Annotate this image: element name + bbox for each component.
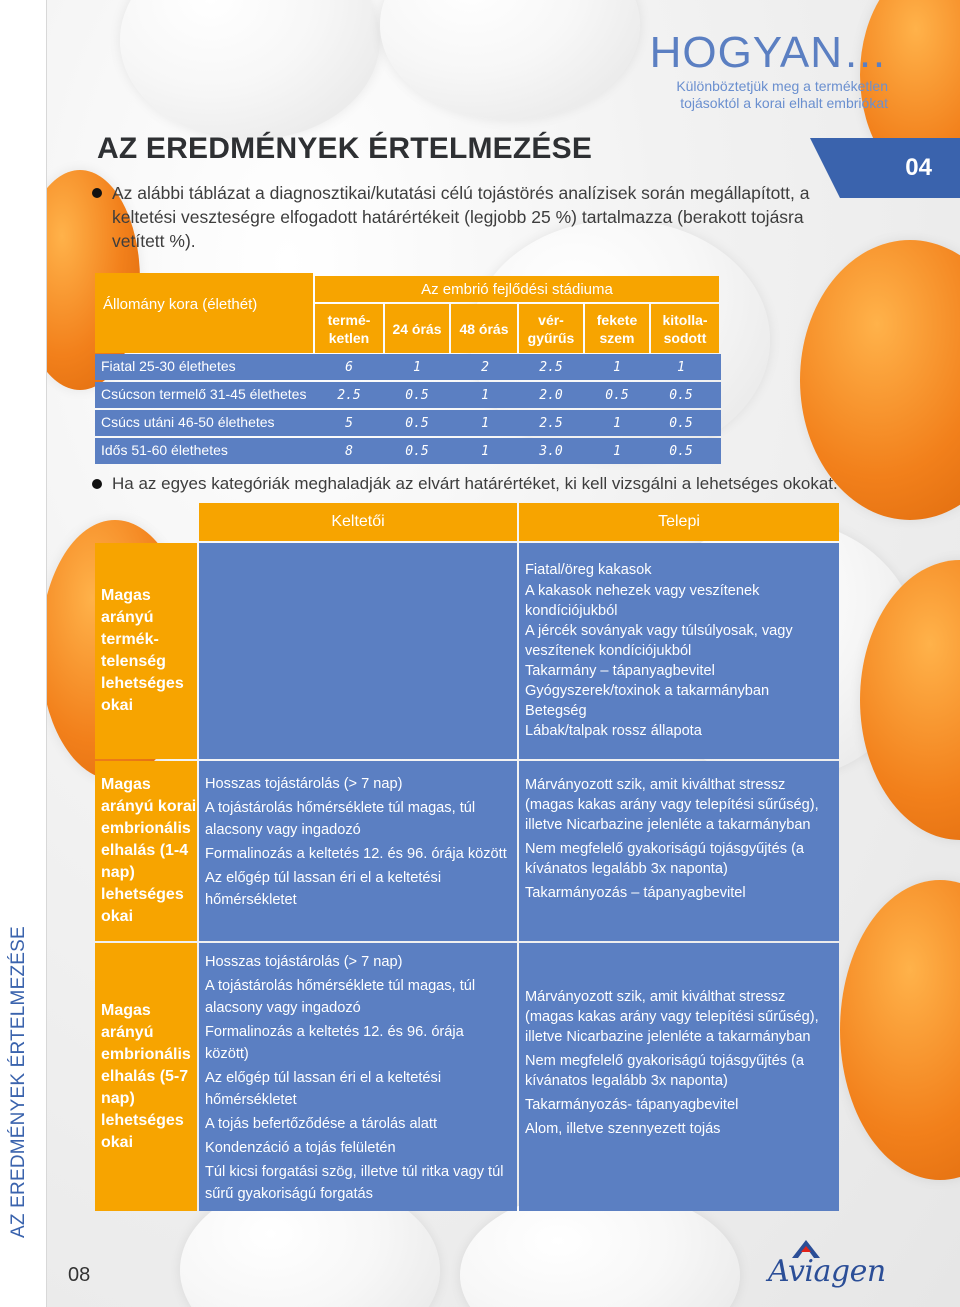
col-header: vér- gyűrűs [519, 304, 583, 353]
cause-row-label: Magas arányú embrionális elhalás (5-7 nap) lehetséges okai [95, 943, 197, 1211]
row-value: 1 [613, 444, 621, 459]
cause-item: Alom, illetve szennyezett tojás [525, 1121, 721, 1137]
cause-item: Betegség [525, 703, 587, 719]
row-value: 2 [481, 360, 489, 375]
row-value: 2.5 [337, 388, 361, 403]
row-value: 3.0 [539, 444, 563, 459]
row-value: 0.5 [669, 444, 693, 459]
threshold-table-header [95, 273, 721, 353]
cause-item: Gyógyszerek/toxinok a takarmányban [525, 683, 770, 699]
row-value: 8 [345, 444, 353, 459]
brand-title: HOGYAN… [649, 28, 888, 77]
cause-item: A tojástárolás hőmérséklete túl magas, túl alacsony vagy ingadozó [205, 800, 476, 838]
hatchery-causes-cell [199, 761, 517, 941]
cause-item: Fiatal/öreg kakasok [525, 562, 652, 578]
farm-causes-cell [519, 943, 839, 1211]
row-label: Csúcson termelő 31-45 élethetes [101, 386, 307, 402]
cause-item: Takarmány – tápanyagbevitel [525, 663, 715, 679]
row-label: Csúcs utáni 46-50 élethetes [101, 414, 275, 430]
hatchery-causes-cell [199, 543, 517, 759]
cause-item: Nem megfelelő gyakoriságú tojásgyűjtés (a kívánatos legalább 3x naponta) [525, 841, 805, 877]
row-value: 1 [413, 360, 421, 375]
cause-item: Túl kicsi forgatási szög, illetve túl ritka vagy túl sűrű gyakoriságú forgatás [205, 1164, 504, 1202]
cause-item: A kakasok nehezek vagy veszítenek kondíciójukból [525, 583, 760, 619]
row-value: 1 [481, 388, 489, 403]
cause-item: Nem megfelelő gyakoriságú tojásgyűjtés (a kívánatos legalább 3x naponta) [525, 1053, 805, 1089]
row-value: 6 [345, 360, 353, 375]
col-header: 24 órás [385, 304, 449, 353]
bullet-dot-icon [92, 479, 102, 489]
page-number: 08 [68, 1264, 91, 1286]
farm-column-header: Telepi [519, 503, 839, 541]
page-heading: AZ EREDMÉNYEK ÉRTELMEZÉSE [97, 132, 593, 165]
row-value: 1 [613, 416, 621, 431]
col-header: termé- ketlen [315, 304, 383, 353]
row-value: 2.5 [539, 360, 563, 375]
intro-text: Az alábbi táblázat a diagnosztikai/kutatási célú tojástörés analízisek során megállapított, a keltetési veszteségre elfogadott határértékeit (legjobb 25 %) tartalmazza (berakott tojásra vetített %). [112, 183, 810, 251]
cause-item: A jércék soványak vagy túlsúlyosak, vagy veszítenek kondíciójukból [525, 623, 793, 659]
row-value: 1 [481, 444, 489, 459]
brand-subtitle-line2: tojásoktól a korai elhalt embriókat [680, 95, 888, 111]
hatchery-causes-cell [199, 943, 517, 1211]
brand-subtitle-line1: Különböztetjük meg a terméketlen [676, 78, 888, 94]
cause-item: Márványozott szik, amit kiválthat stressz (magas kakas arány vagy telepítési sűrűség), illetve Nicarbazine jelenléte a takarmányban [525, 989, 819, 1045]
vertical-section-title: AZ EREDMÉNYEK ÉRTELMEZÉSE [8, 926, 29, 1238]
row-value: 1 [677, 360, 685, 375]
farm-causes-cell [519, 761, 839, 941]
table-row [95, 410, 721, 436]
row-value: 0.5 [405, 388, 429, 403]
row-value: 0.5 [405, 416, 429, 431]
row-value: 2.5 [539, 416, 563, 431]
col-header: kitolla- sodott [651, 304, 719, 353]
cause-row-label: Magas arányú termék- telenség lehetséges okai [95, 543, 197, 759]
row-value: 2.0 [539, 388, 563, 403]
bullet-dot-icon [92, 188, 102, 198]
cause-item: Takarmányozás- tápanyagbevitel [525, 1097, 739, 1113]
row-value: 0.5 [669, 388, 693, 403]
hatchery-column-header: Keltetői [199, 503, 517, 541]
cause-item: Márványozott szik, amit kiválthat stressz (magas kakas arány vagy telepítési sűrűség), illetve Nicarbazine jelenléte a takarmányban [525, 777, 819, 833]
cause-item: A tojástárolás hőmérséklete túl magas, túl alacsony vagy ingadozó [205, 978, 476, 1016]
cause-row-label: Magas arányú korai embrionális elhalás (1-4 nap) lehetséges okai [95, 761, 197, 941]
row-label: Idős 51-60 élethetes [101, 442, 228, 458]
logo-text: Aviagen [768, 1254, 886, 1289]
causes-intro-text: Ha az egyes kategóriák meghaladják az elvárt határértéket, ki kell vizsgálni a lehetséges okokat. [112, 474, 838, 493]
col-header: 48 órás [451, 304, 517, 353]
brand-subtitle [676, 78, 888, 112]
col-header: fekete szem [585, 304, 649, 353]
row-label: Fiatal 25-30 élethetes [101, 358, 236, 374]
row-value: 0.5 [669, 416, 693, 431]
farm-causes-cell [519, 543, 839, 759]
row-value: 0.5 [405, 444, 429, 459]
intro-paragraph [92, 181, 852, 253]
row-value: 1 [481, 416, 489, 431]
cause-item: Hosszas tojástárolás (> 7 nap) [205, 776, 403, 792]
cause-item: A tojás befertőződése a tárolás alatt [205, 1116, 438, 1132]
table-row [95, 382, 721, 408]
cause-item: Hosszas tojástárolás (> 7 nap) [205, 954, 403, 970]
table-row [95, 354, 721, 380]
row-value: 5 [345, 416, 353, 431]
chapter-tab: 04 [840, 138, 960, 198]
row-value: 1 [613, 360, 621, 375]
row-value: 0.5 [605, 388, 629, 403]
cause-item: Formalinozás a keltetés 12. és 96. órája között) [205, 1024, 464, 1062]
age-column-header: Állomány kora (élethét) [95, 273, 313, 353]
cause-item: Lábak/talpak rossz állapota [525, 723, 702, 739]
cause-item: Az előgép túl lassan éri el a keltetési hőmérsékletet [205, 1070, 442, 1108]
causes-intro-paragraph [92, 472, 852, 496]
cause-item: Az előgép túl lassan éri el a keltetési hőmérsékletet [205, 870, 442, 908]
cause-item: Formalinozás a keltetés 12. és 96. órája között [205, 846, 507, 862]
cause-item: Takarmányozás – tápanyagbevitel [525, 885, 746, 901]
table-row [95, 438, 721, 464]
cause-item: Kondenzáció a tojás felületén [205, 1140, 396, 1156]
aviagen-logo [768, 1238, 886, 1289]
stage-title-header: Az embrió fejlődési stádiuma [315, 276, 719, 302]
